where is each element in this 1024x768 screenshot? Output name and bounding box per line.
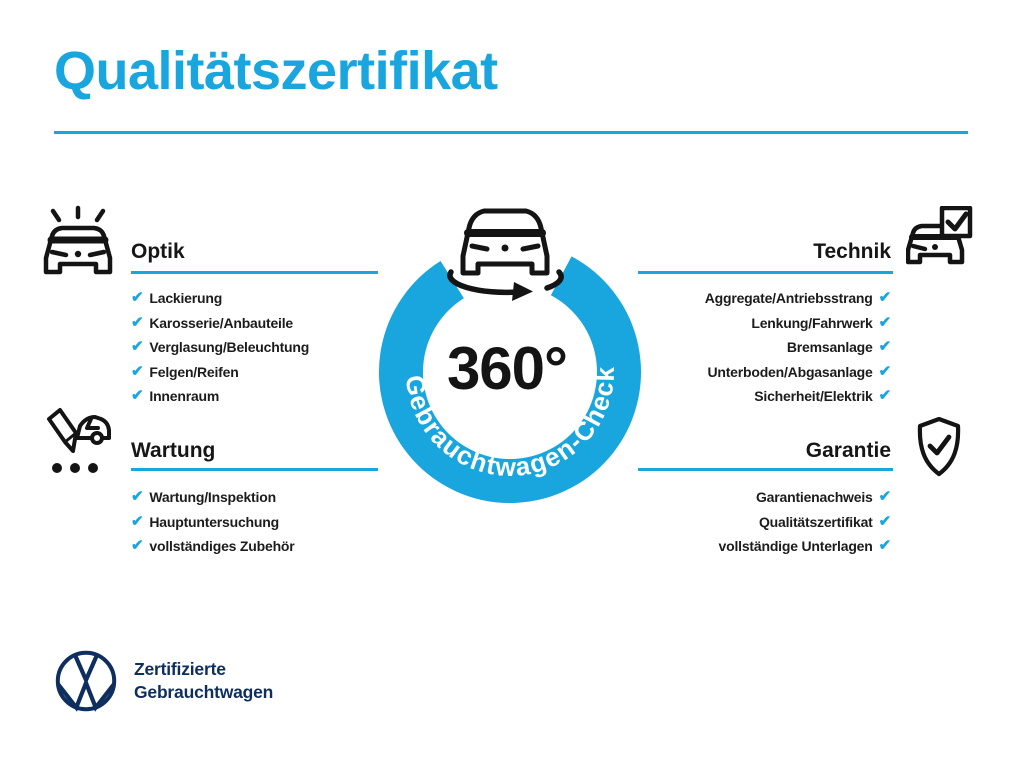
checklist-item-label: Garantienachweis [755,489,873,506]
section-underline [638,271,893,274]
page-title: Qualitätszertifikat [54,41,498,101]
section-underline [638,468,893,471]
degree-value: 360° [446,335,568,402]
section-title-wartung: Wartung [131,439,216,462]
car-shine-icon [40,204,116,280]
checklist-item [131,384,309,409]
check-icon: ✔ [131,537,144,555]
section-title-optik: Optik [131,240,185,263]
checklist-item-label: Aggregate/Antriebsstrang [704,290,873,307]
checklist-technik [705,286,891,409]
checklist-item [705,286,891,311]
check-icon: ✔ [878,387,891,405]
checklist-item [705,335,891,360]
check-icon: ✔ [131,338,144,356]
checklist-item [719,510,891,535]
car-checkbox-icon [906,206,974,276]
brand-claim-line2: Gebrauchtwagen [134,682,274,702]
checklist-item [131,534,295,559]
checklist-item-label: Lackierung [149,290,223,307]
checklist-item [705,384,891,409]
check-icon: ✔ [878,512,891,530]
checklist-item [131,360,309,385]
checklist-item-label: Unterboden/Abgasanlage [707,363,873,380]
checklist-item-label: Verglasung/Beleuchtung [149,339,310,356]
checklist-item-label: vollständige Unterlagen [718,538,873,555]
checklist-garantie [719,485,891,559]
section-title-technik: Technik [813,240,891,263]
check-icon: ✔ [878,338,891,356]
check-360-graphic [355,180,665,515]
checklist-item-label: Qualitätszertifikat [758,513,873,530]
ring-label: Gebrauchtwagen-Check [399,365,621,483]
checklist-item-label: Hauptuntersuchung [149,513,279,530]
section-underline [131,468,378,471]
check-icon: ✔ [131,488,144,506]
checklist-item [131,510,295,535]
checklist-item [131,485,295,510]
checklist-item-label: Innenraum [149,388,220,405]
vw-logo-icon [54,649,118,713]
section-title-garantie: Garantie [805,439,891,462]
checklist-item [719,534,891,559]
checklist-item-label: Lenkung/Fahrwerk [751,314,873,331]
check-icon: ✔ [878,488,891,506]
check-icon: ✔ [878,362,891,380]
checklist-item [705,360,891,385]
brand-claim [134,658,273,704]
checklist-item [719,485,891,510]
title-divider [54,131,968,134]
checklist-item [131,311,309,336]
check-icon: ✔ [131,362,144,380]
check-icon: ✔ [878,289,891,307]
check-icon: ✔ [131,387,144,405]
pencil-car-icon [42,406,114,478]
checklist-item-label: Bremsanlage [786,339,873,356]
section-underline [131,271,378,274]
checklist-wartung [131,485,295,559]
checklist-item [131,335,309,360]
brand-claim-line1: Zertifizierte [134,659,226,679]
checklist-item [131,286,309,311]
check-icon: ✔ [131,512,144,530]
check-icon: ✔ [878,537,891,555]
checklist-optik [131,286,309,409]
checklist-item-label: vollständiges Zubehör [149,538,295,555]
check-icon: ✔ [131,289,144,307]
checklist-item-label: Wartung/Inspektion [149,489,276,506]
check-icon: ✔ [131,313,144,331]
checklist-item [705,311,891,336]
checklist-item-label: Sicherheit/Elektrik [754,388,873,405]
checklist-item-label: Felgen/Reifen [149,363,239,380]
shield-check-icon [912,417,966,477]
car-rotate-360-icon [450,211,561,301]
checklist-item-label: Karosserie/Anbauteile [149,314,294,331]
check-icon: ✔ [878,313,891,331]
